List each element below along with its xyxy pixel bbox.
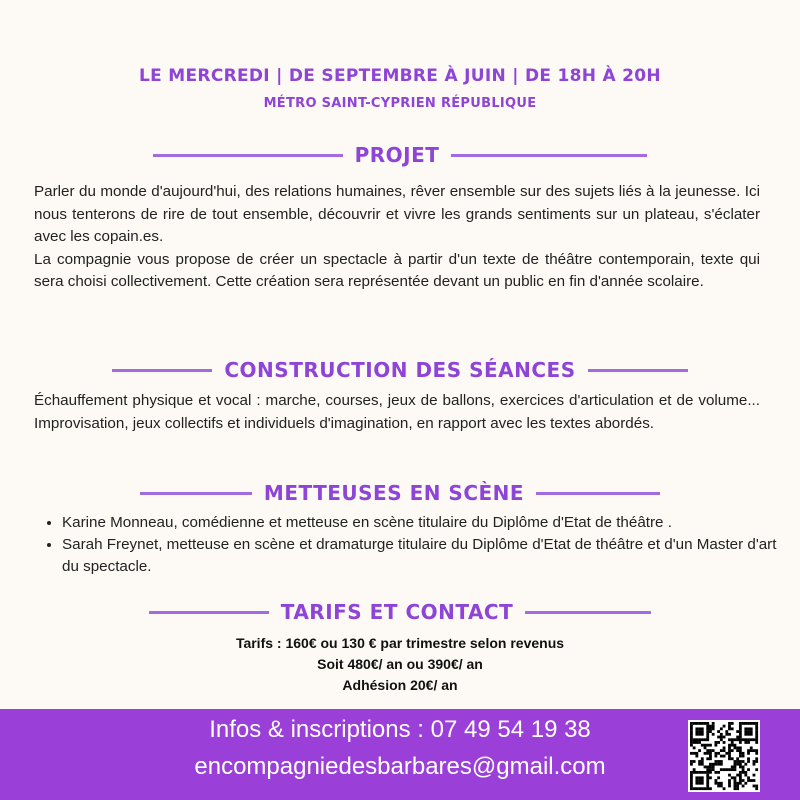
list-item: • Sarah Freynet, metteuse en scène et dramaturge titulaire du Diplôme d'Etat de théâtre et d'un Master d'art du spectacle. — [62, 534, 788, 578]
phone-info: Infos & inscriptions : 07 49 54 19 38 — [209, 716, 591, 743]
metteuses-section-header — [0, 481, 800, 505]
divider-left — [153, 154, 343, 157]
projet-paragraph-1: Parler du monde d'aujourd'hui, des relations humaines, rêver ensemble sur des sujets liés à la jeunesse. Ici nous tenterons de rire de tout ensemble, découvrir et vivre les grands sentiments sur un plateau, s'éclater avec les copain.es. — [34, 183, 760, 245]
metteuses-list — [34, 512, 788, 578]
tarifs-block — [0, 633, 800, 696]
email-link[interactable]: encompagniedesbarbares@gmail.com — [194, 753, 606, 780]
footer-banner — [0, 709, 800, 800]
divider-right — [588, 369, 688, 372]
list-item: • Karine Monneau, comédienne et metteuse en scène titulaire du Diplôme d'Etat de théâtre . — [62, 512, 788, 534]
qr-code-icon[interactable] — [688, 720, 760, 792]
divider-left — [112, 369, 212, 372]
seances-text — [34, 390, 760, 435]
projet-title: PROJET — [354, 143, 440, 167]
tarifs-line-1: Tarifs : 160€ ou 130 € par trimestre selon revenus — [235, 635, 565, 651]
divider-left — [140, 492, 252, 495]
seances-section-header — [0, 358, 800, 382]
projet-section-header — [0, 143, 800, 167]
seances-title: CONSTRUCTION DES SÉANCES — [224, 358, 576, 382]
divider-right — [451, 154, 647, 157]
divider-right — [536, 492, 660, 495]
tarifs-line-2: Soit 480€/ an ou 390€/ an — [317, 656, 483, 672]
divider-right — [525, 611, 651, 614]
metteuses-title: METTEUSES EN SCÈNE — [263, 481, 525, 505]
metro-heading: MÉTRO SAINT-CYPRIEN RÉPUBLIQUE — [263, 96, 537, 111]
projet-paragraph-2: La compagnie vous propose de créer un spectacle à partir d'un texte de théâtre contemporain, texte qui sera choisi collectivement. Cette création sera représentée devant un public en fin d'année scolaire. — [34, 250, 760, 290]
tarifs-section-header — [0, 600, 800, 624]
schedule-heading: LE MERCREDI | DE SEPTEMBRE À JUIN | DE 18H À 20H — [139, 66, 661, 86]
tarifs-line-3: Adhésion 20€/ an — [342, 677, 458, 693]
seances-paragraph: Échauffement physique et vocal : marche, courses, jeux de ballons, exercices d'articulation et de volume... Improvisation, jeux collectifs et individuels d'imagination, en rapport avec les textes abordés. — [34, 392, 760, 432]
projet-text — [34, 181, 760, 294]
tarifs-title: TARIFS ET CONTACT — [280, 600, 514, 624]
divider-left — [149, 611, 269, 614]
